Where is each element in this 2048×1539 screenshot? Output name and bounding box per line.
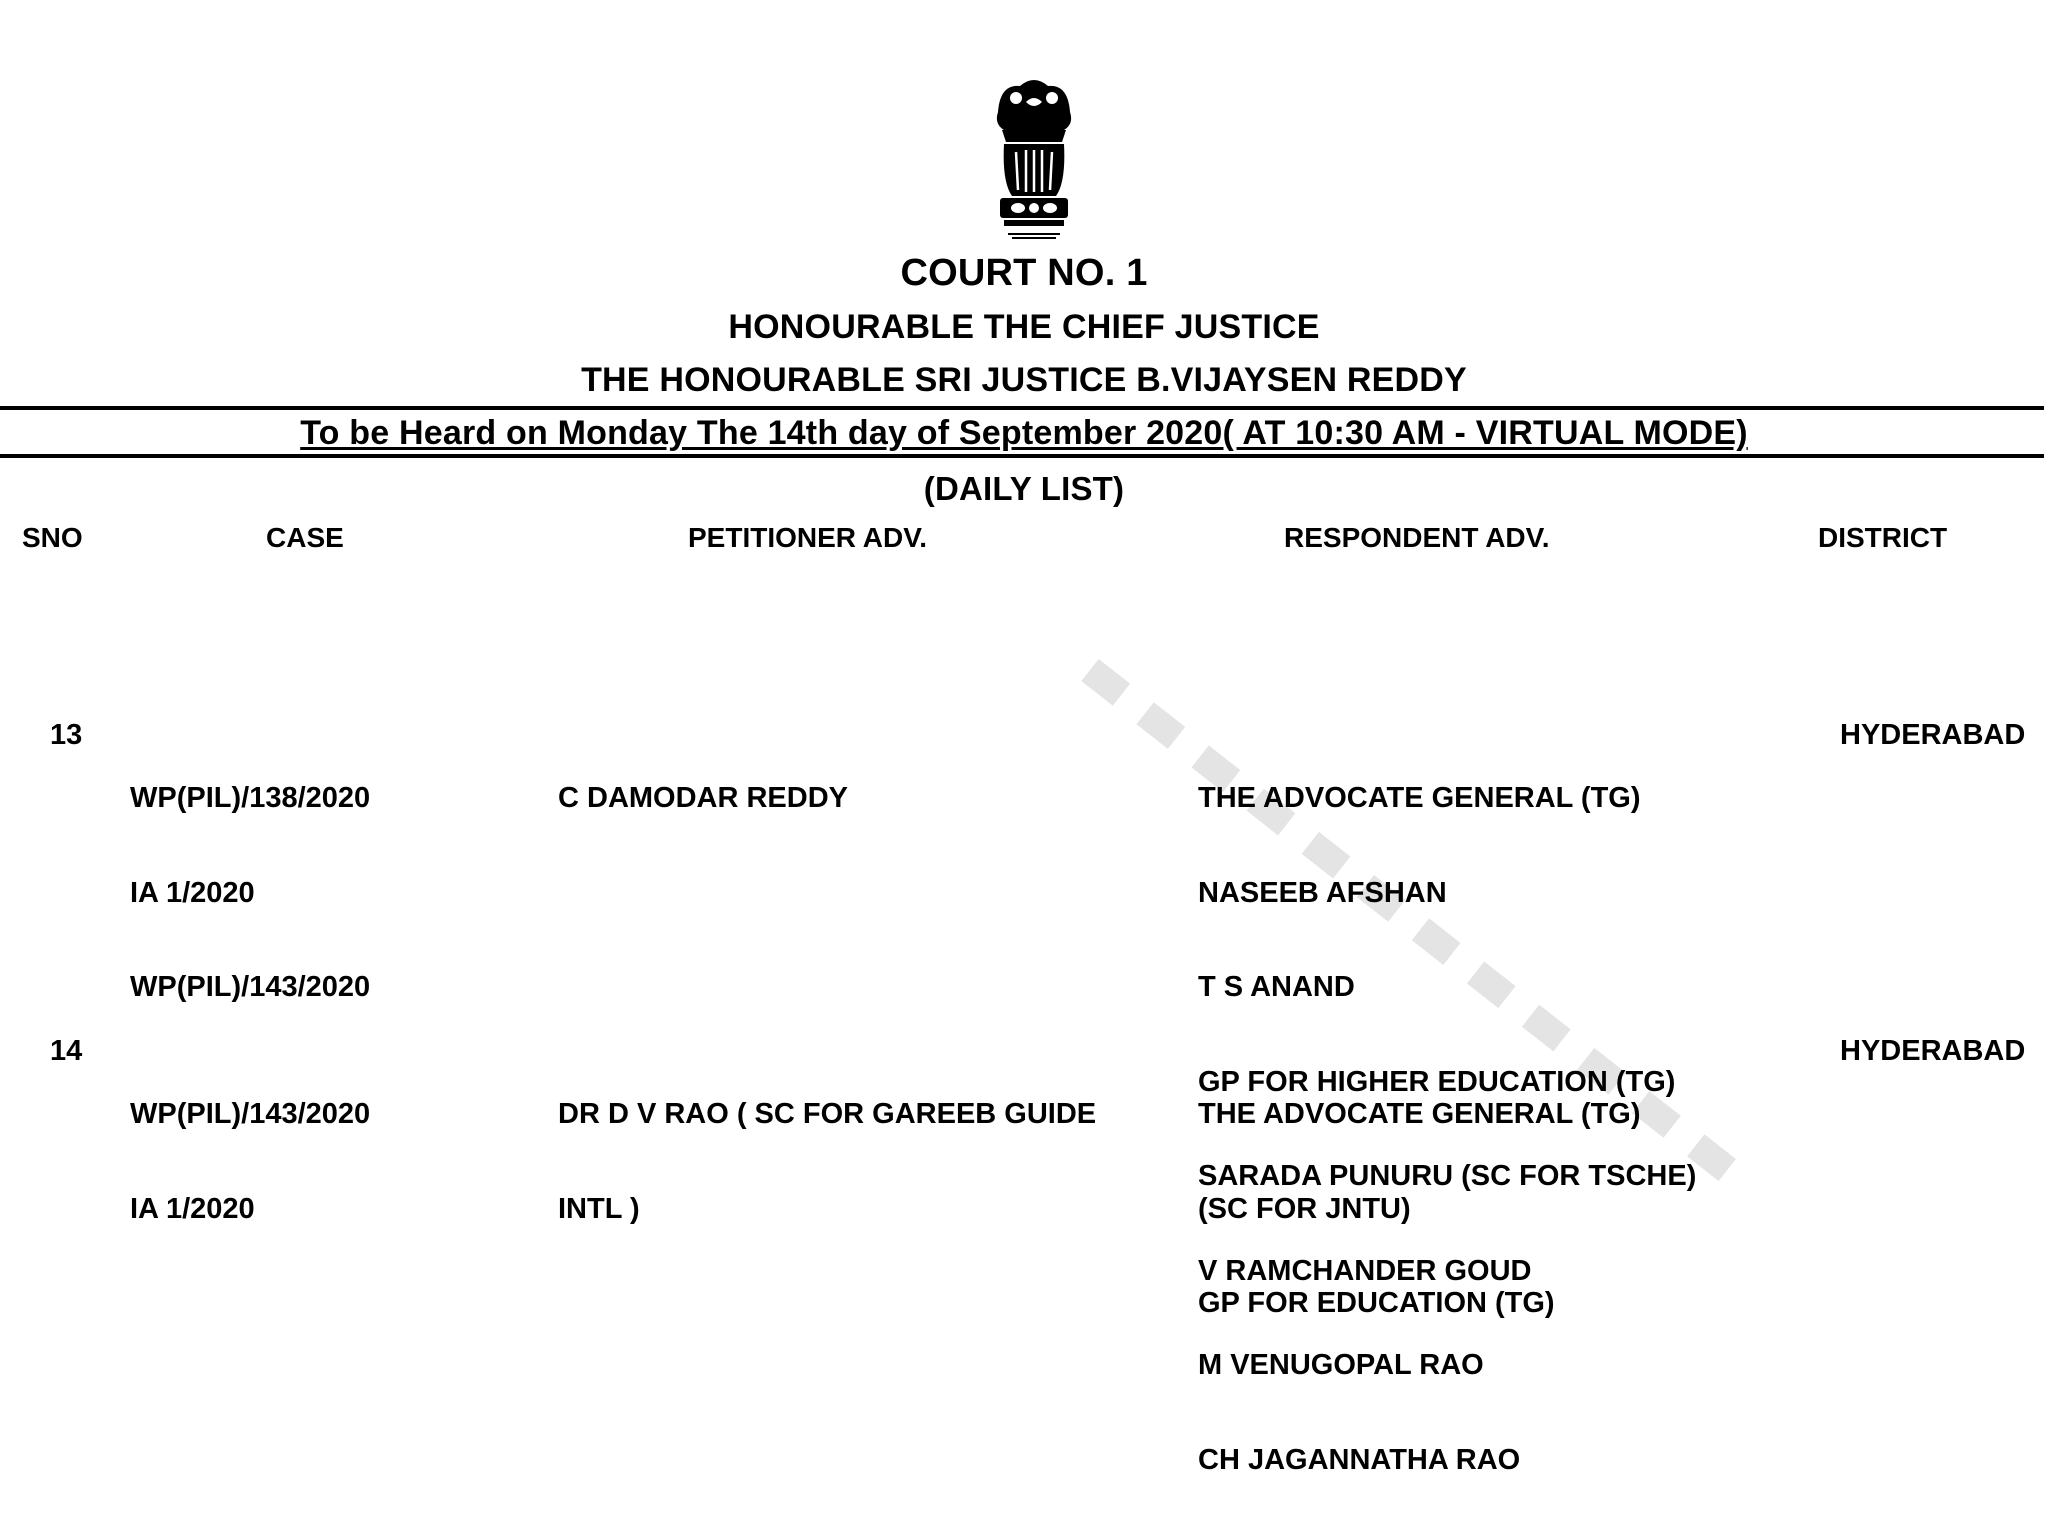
respondent-advocate: GP FOR EDUCATION (TG) bbox=[1198, 1287, 1555, 1319]
respondent-advocate: THE ADVOCATE GENERAL (TG) bbox=[1198, 782, 1641, 814]
case-number: WP(PIL)/138/2020 bbox=[130, 782, 371, 814]
chief-justice-title: HONOURABLE THE CHIEF JUSTICE bbox=[728, 308, 1320, 346]
petitioner-advocate: INTL ) bbox=[558, 1192, 640, 1225]
justice-title: THE HONOURABLE SRI JUSTICE B.VIJAYSEN REDDY bbox=[581, 361, 1467, 399]
column-header-district: DISTRICT bbox=[1818, 522, 1948, 553]
respondent-advocate: NASEEB AFSHAN bbox=[1198, 876, 1447, 909]
row-petitioner bbox=[558, 720, 848, 878]
divider-bottom bbox=[0, 454, 2044, 458]
petitioner-advocate: DR D V RAO ( SC FOR GAREEB GUIDE bbox=[558, 1098, 1097, 1130]
respondent-advocate: T S ANAND bbox=[1198, 971, 1355, 1003]
column-header-sno: SNO bbox=[22, 522, 83, 553]
row-sno: 14 bbox=[50, 1035, 83, 1067]
column-header-case: CASE bbox=[266, 522, 344, 553]
respondent-advocate: THE ADVOCATE GENERAL (TG) bbox=[1198, 1098, 1641, 1130]
respondent-advocate: (SC FOR JNTU) bbox=[1198, 1192, 1411, 1225]
row-respondent bbox=[1198, 1036, 1641, 1383]
state-emblem-icon bbox=[978, 72, 1090, 242]
court-number: COURT NO. 1 bbox=[900, 252, 1148, 294]
respondent-advocate: V RAMCHANDER GOUD bbox=[1198, 1254, 1532, 1287]
list-type: (DAILY LIST) bbox=[923, 470, 1125, 507]
row-district: HYDERABAD bbox=[1840, 1035, 2026, 1067]
case-number: IA 1/2020 bbox=[130, 1192, 255, 1225]
row-sno: 13 bbox=[50, 719, 83, 751]
row-district: HYDERABAD bbox=[1840, 719, 2026, 751]
column-header-petitioner: PETITIONER ADV. bbox=[688, 522, 928, 553]
respondent-advocate: SARADA PUNURU (SC FOR TSCHE) bbox=[1198, 1160, 1697, 1192]
petitioner-advocate: C DAMODAR REDDY bbox=[558, 782, 848, 814]
column-header-respondent: RESPONDENT ADV. bbox=[1284, 522, 1550, 553]
case-number: IA 1/2020 bbox=[130, 876, 255, 909]
row-petitioner bbox=[558, 1036, 1096, 1288]
divider-top bbox=[0, 406, 2044, 410]
row-case bbox=[130, 720, 370, 1067]
respondent-advocate: CH JAGANNATHA RAO bbox=[1198, 1443, 1521, 1476]
case-number: WP(PIL)/143/2020 bbox=[130, 1098, 371, 1130]
row-case bbox=[130, 1036, 370, 1288]
respondent-advocate: GP FOR HIGHER EDUCATION (TG) bbox=[1198, 1065, 1676, 1098]
hearing-date: To be Heard on Monday The 14th day of September 2020( AT 10:30 AM - VIRTUAL MODE) bbox=[300, 414, 1748, 452]
respondent-advocate: M VENUGOPAL RAO bbox=[1198, 1349, 1484, 1381]
case-number: WP(PIL)/143/2020 bbox=[130, 971, 371, 1003]
